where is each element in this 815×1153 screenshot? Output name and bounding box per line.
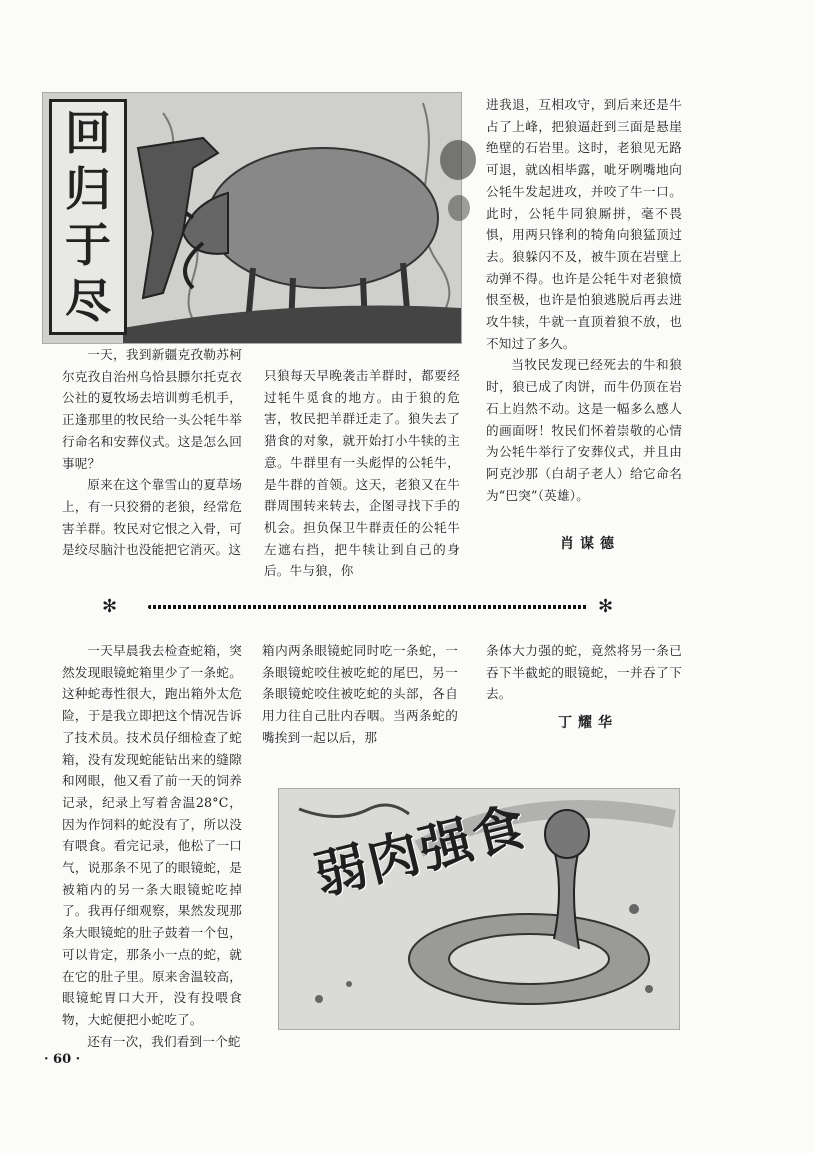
- story1-column-2: [264, 365, 460, 582]
- divider-star-right: ✻: [598, 596, 614, 617]
- paragraph: 原来在这个靠雪山的夏草场上，有一只狡猾的老狼，经常危害羊群。牧民对它恨之入骨，可是绞尽脑汁也没能把它消灭。这: [62, 477, 242, 558]
- ink-blot: [448, 195, 470, 221]
- cobra-illustration: [278, 788, 680, 1030]
- paragraph: 箱内两条眼镜蛇同时吃一条蛇，一条眼镜蛇咬住被吃蛇的尾巴，另一条眼镜蛇咬住被吃蛇的头部，各自用力往自己肚内吞咽。当两条蛇的嘴挨到一起以后，那: [262, 643, 458, 745]
- paragraph: 一天，我到新疆克孜勒苏柯尔克孜自治州乌恰县膘尔托克衣公社的夏牧场去培训剪毛机手，正逢那里的牧民给一头公牦牛举行命名和安葬仪式。这是怎么回事呢？: [62, 347, 242, 471]
- story1-author: 肖谋德: [560, 536, 620, 552]
- divider-star-left: ✻: [102, 596, 118, 617]
- story1-column-1: [62, 344, 242, 561]
- paragraph: 只狼每天早晚袭击羊群时，都要经过牦牛觅食的地方。由于狼的危害，牧民把羊群迁走了。狼失去了猎食的对象，就开始打小牛犊的主意。牛群里有一头彪悍的公牦牛，是牛群的首领。这天，老狼又在牛群周围转来转去，企图寻找下手的机会。担负保卫牛群责任的公牦牛左遮右挡，把牛犊让到自己的身后。牛与狼，你: [264, 368, 460, 579]
- paragraph: 条体大力强的蛇，竟然将另一条已吞下半截蛇的眼镜蛇，一并吞了下去。: [486, 643, 682, 702]
- paragraph: 进我退，互相攻守，到后来还是牛占了上峰，把狼逼赶到三面是悬崖绝壁的石岩里。这时，老狼见无路可退，就凶相毕露，呲牙咧嘴地向公牦牛发起进攻，并咬了牛一口。此时，公牦牛同狼厮拼，毫不畏惧，用两只锋利的犄角向狼猛顶过去。狼躲闪不及，被牛顶在岩壁上动弹不得。也许是公牦牛对老狼愤恨至极，也许是怕狼逃脱后再去进攻牛犊，牛就一直顶着狼不放，也不知过了多久。: [486, 97, 682, 351]
- illustration-title-box: [49, 99, 127, 335]
- illustration-title-char: 回: [65, 106, 111, 160]
- story2-author: 丁耀华: [558, 715, 618, 731]
- paragraph: 还有一次，我们看到一个蛇: [87, 1033, 241, 1049]
- story2-column-2: [262, 640, 458, 749]
- page-number: · 60 ·: [44, 1052, 81, 1067]
- story2-column-1: [62, 640, 242, 1052]
- illustration-title-char: 归: [65, 162, 111, 216]
- paragraph: 一天早晨我去检查蛇箱，突然发现眼镜蛇箱里少了一条蛇。这种蛇毒性很大，跑出箱外太危险，于是我立即把这个情况告诉了技术员。技术员仔细检查了蛇箱，没有发现蛇能钻出来的缝隙和网眼，他又看了前一天的饲养记录，纪录上写着舍温28°C，因为作饲料的蛇没有了，所以没有喂食。看完记录，他松了一口气，说那条不见了的眼镜蛇，是被箱内的另一条大眼镜蛇吃掉了。我再仔细观察，果然发现那条大眼镜蛇的肚子鼓着一个包，可以肯定，那条小一点的蛇，就在它的肚子里。原来舍温较高，眼镜蛇胃口大开，没有投喂食物，大蛇便把小蛇吃了。: [62, 643, 242, 1027]
- ink-blot: [440, 140, 476, 180]
- paragraph: 当牧民发现已经死去的牛和狼时，狼已成了肉饼，而牛仍顶在岩石上岿然不动。这是一幅多么感人的画面呀！牧民们怀着崇敬的心情为公牦牛举行了安葬仪式，并且由阿克沙那（白胡子老人）给它命名为“巴突”（英雄）。: [486, 357, 682, 503]
- story1-column-3: [486, 94, 682, 506]
- story2-column-3: [486, 640, 682, 705]
- illustration-title: 弱肉强食: [309, 796, 534, 908]
- yak-wolf-illustration: [42, 92, 462, 344]
- illustration-title-char: 于: [65, 218, 111, 272]
- divider-line: [148, 605, 588, 609]
- illustration-title-char: 尽: [65, 274, 111, 328]
